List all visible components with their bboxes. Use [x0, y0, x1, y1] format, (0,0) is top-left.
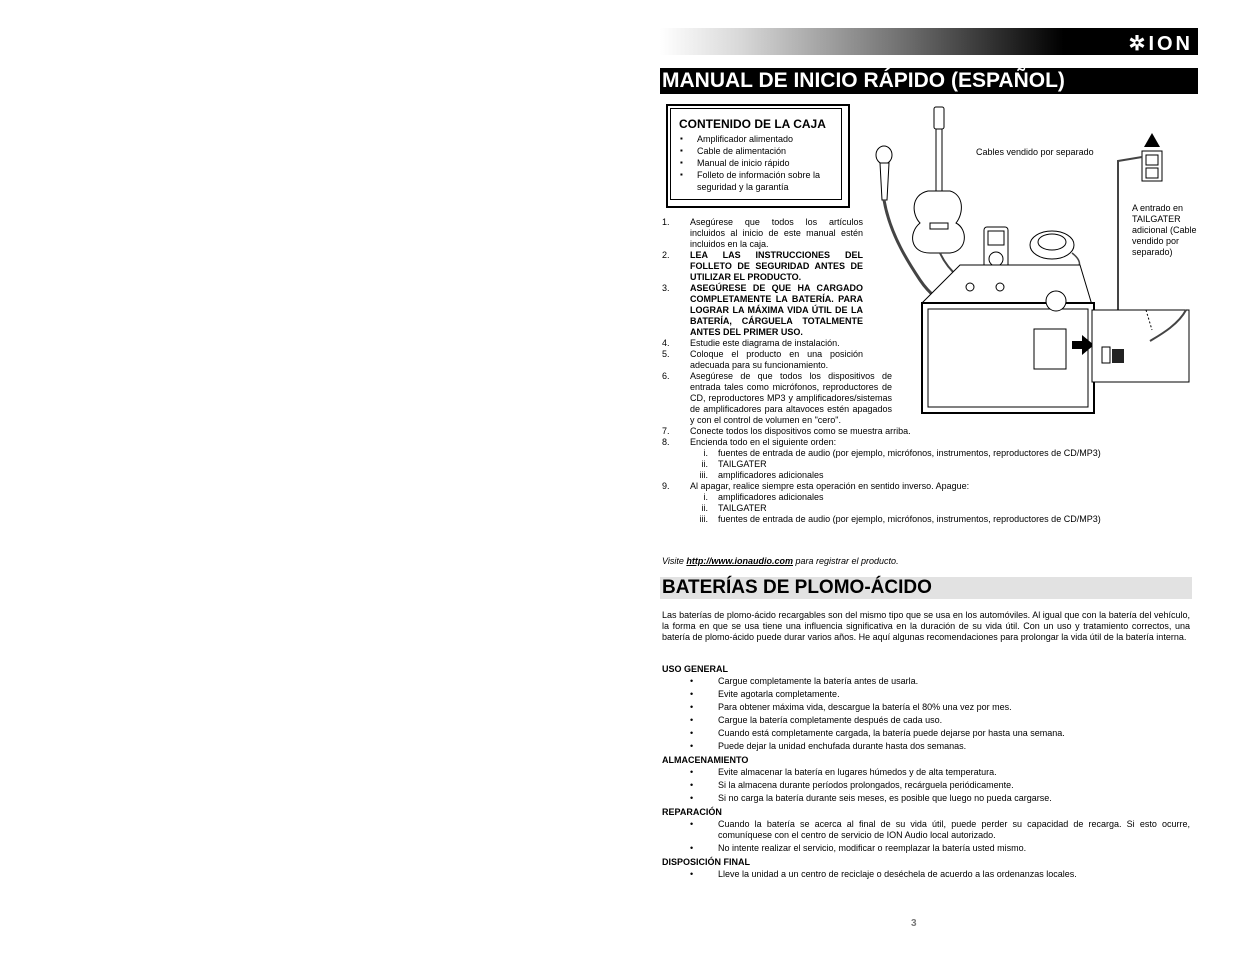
box-contents [670, 108, 842, 200]
list-item: ▪ Manual de inicio rápido [679, 157, 841, 169]
substep-item: i. amplificadores adicionales [703, 492, 824, 502]
step-item: 8. Encienda todo en el siguiente orden: [662, 437, 837, 447]
list-item: • Cargue la batería completamente después de cada uso. [662, 715, 1190, 726]
step-item: 5. Coloque el producto en una posición adecuada para su funcionamiento. [662, 349, 863, 370]
list-item: • Evite almacenar la batería en lugares húmedos y de alta temperatura. [662, 767, 1190, 778]
header-gradient-band [660, 28, 1198, 55]
list-item: ▪ Cable de alimentación [679, 145, 841, 157]
reparacion-section [662, 806, 1190, 856]
list-item: • Si la almacena durante períodos prolongados, recárguela periódicamente. [662, 780, 1190, 791]
list-item: • Puede dejar la unidad enchufada durante hasta dos semanas. [662, 741, 1190, 752]
step-item: 6. Asegúrese de que todos los dispositivos de entrada tales como micrófonos, reproductores de CD, reproductores MP3 y amplificadores/sistemas de amplificadores para altavoces estén apagados y con el control de volumen en "cero". [662, 371, 892, 425]
almacenamiento-section [662, 754, 1190, 806]
section-title: BATERÍAS DE PLOMO-ÁCIDO [660, 577, 1192, 599]
substep-item: iii. amplificadores adicionales [699, 470, 824, 480]
substep-item: ii. TAILGATER [701, 459, 767, 469]
disposicion-section [662, 856, 1190, 882]
page-title: MANUAL DE INICIO RÁPIDO (ESPAÑOL) [660, 68, 1198, 94]
page-number: 3 [911, 918, 917, 929]
list-item: • Para obtener máxima vida, descargue la batería el 80% una vez por mes. [662, 702, 1190, 713]
list-item: • Cuando la batería se acerca al final de su vida útil, puede perder su capacidad de recarga. Si esto ocurre, comuníquese con el centro de servicio de ION Audio local autorizado. [662, 819, 1190, 841]
list-item: • Evite agotarla completamente. [662, 689, 1190, 700]
list-item: • No intente realizar el servicio, modificar o reemplazar la batería usted mismo. [662, 843, 1190, 854]
step-item: 3. ASEGÚRESE DE QUE HA CARGADO COMPLETAMENTE LA BATERÍA. PARA LOGRAR LA MÁXIMA VIDA ÚTIL DE LA BATERÍA, CÁRGUELA TOTALMENTE ANTES DEL PRIMER USO. [662, 283, 863, 337]
substep-item: ii. TAILGATER [701, 503, 767, 513]
step-item: 9. Al apagar, realice siempre esta operación en sentido inverso. Apague: [662, 481, 970, 491]
list-item: • Lleve la unidad a un centro de reciclaje o deséchela de acuerdo a las ordenanzas locales. [662, 869, 1190, 880]
subsection-title: ALMACENAMIENTO [662, 755, 749, 765]
list-item: • Cuando está completamente cargada, la batería puede dejarse por hasta una semana. [662, 728, 1190, 739]
visit-note: Visite http://www.ionaudio.com para registrar el producto. [662, 556, 899, 566]
box-contents-list [679, 133, 841, 193]
step-item: 2. LEA LAS INSTRUCCIONES DEL FOLLETO DE SEGURIDAD ANTES DE UTILIZAR EL PRODUCTO. [662, 250, 863, 282]
ion-logo: ✲ION [1128, 33, 1193, 55]
list-item: • Si no carga la batería durante seis meses, es posible que luego no pueda cargarse. [662, 793, 1190, 804]
subsection-title: USO GENERAL [662, 664, 729, 674]
step-item: 7. Conecte todos los dispositivos como se muestra arriba. [662, 426, 911, 436]
substep-item: iii. fuentes de entrada de audio (por ejemplo, micrófonos, instrumentos, reproductores de CD/MP3) [699, 514, 1101, 524]
subsection-title: DISPOSICIÓN FINAL [662, 857, 751, 867]
extra-input-label: A entrado en TAILGATER adicional (Cable vendido por separado) [1132, 203, 1197, 257]
substep-item: i. fuentes de entrada de audio (por ejemplo, micrófonos, instrumentos, reproductores de CD/MP3) [703, 448, 1101, 458]
setup-steps [662, 217, 1132, 525]
step-item: 1. Asegúrese que todos los artículos incluidos al inicio de este manual estén incluidos en la caja. [662, 217, 863, 249]
subsection-title: REPARACIÓN [662, 807, 722, 817]
section-intro: Las baterías de plomo-ácido recargables son del mismo tipo que se usa en los automóviles. Al igual que con la batería del vehículo, la forma en que se usa tiene una influencia significativa en la duración de su vida útil. Con un uso y tratamiento correctos, una batería de plomo-ácido puede durar varios años. He aquí algunas recomendaciones para prolongar la vida útil de la batería interna. [662, 610, 1190, 642]
list-item: ▪ Folleto de información sobre la seguridad y la garantía [679, 169, 841, 193]
uso-general-section [662, 663, 1190, 754]
website-link[interactable]: http://www.ionaudio.com [686, 556, 794, 566]
step-item: 4. Estudie este diagrama de instalación. [662, 338, 840, 348]
cables-label: Cables vendido por separado [976, 147, 1094, 157]
list-item: ▪ Amplificador alimentado [679, 133, 841, 145]
list-item: • Cargue completamente la batería antes de usarla. [662, 676, 1190, 687]
box-contents-title: CONTENIDO DE LA CAJA [679, 117, 826, 131]
